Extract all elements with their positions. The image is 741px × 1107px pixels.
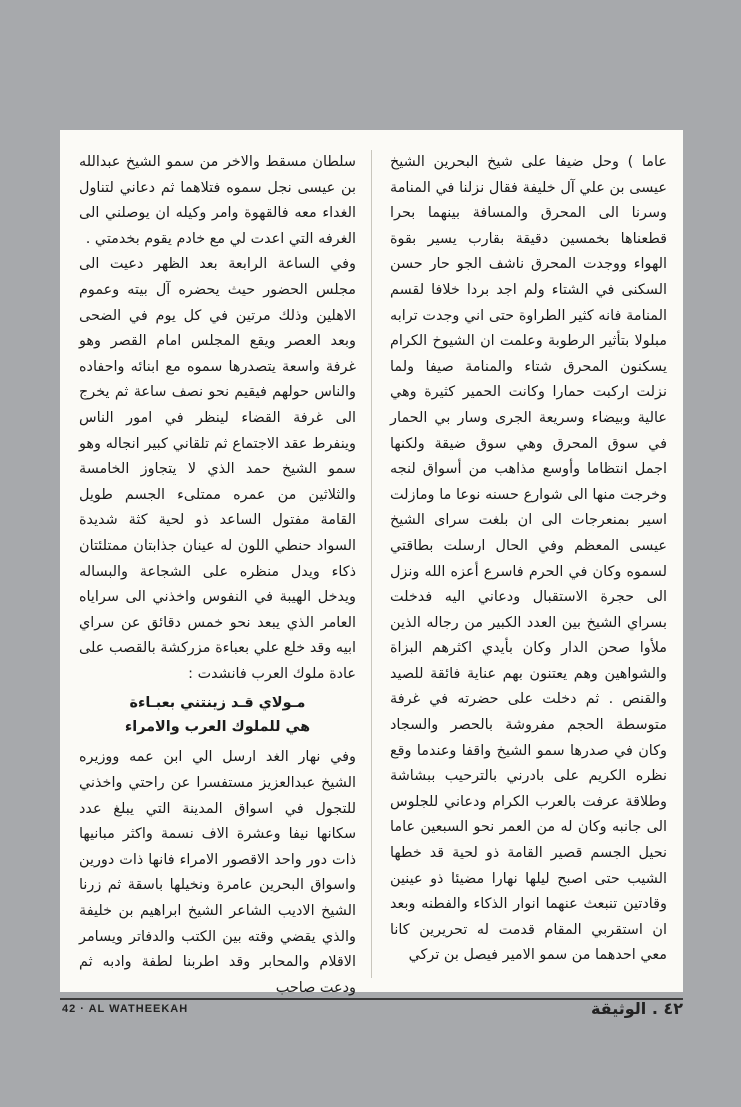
article-page (60, 130, 683, 996)
footer-rule (60, 998, 683, 1000)
paragraph: عاما ) وحل ضيفا على شيخ البحرين الشيخ عيسى بن علي آل خليفة فقال نزلنا في المنامة وسرنا الى المحرق والمسافة بينهما بحرا قطعناها بخمسين دقيقة بقارب يسير بقوة الهواء ووجدت المحرق ناشف الجو حار حسن السكنى في الشتاء ولم اجد بردا خلافا لقسم المنامة فانه كثير الطراوة حتى اني وجدت ترابه مبلولا بتأثير الرطوبة وعلمت ان الشيوخ الكرام يسكنون المحرق شتاء والمنامة صيفا ولما نزلت اركبت حمارا وكانت الحمير كثيرة وهي عالية وبيضاء وسريعة الجرى وسار بي الحمار في سوق المحرق وهي سوق ضيقة ولكنها اجمل انتظاما وأوسع مذاهب من أسواق لنجه وخرجت منها الى شوارع حسنه نوعا ما ومازلت اسير بمنعرجات الى ان بلغت سراى الشيخ عيسى المعظم وفي الحال ارسلت بطاقتي لسموه وكان في الحرم فاسرع أعزه الله ونزل الى حجرة الاستقبال ودعاني اليه فدخلت بسراي الشيخ بين العدد الكبير من رجاله الذين ملأوا صحن الدار وكان بأيدي اكثرهم البزاة والشواهين وهم يعتنون بهم عناية فائقة للصيد والقنص . ثم دخلت على حضرته في غرفة متوسطة الحجم مفروشة بالحصر والسجاد وكان في صدرها سمو الشيخ واقفا وعندما وقع نظره الكريم على بادرني بالترحيب ببشاشة وطلاقة عرفت بالعرب الكرام ودعاني للجلوس الى جانبه وكان له من العمر نحو السبعين عاما نحيل الجسم قصير القامة ذو لحية قد خطها الشيب حتى اصبح ليلها نهارا مضيئا ذو عينين وقادتين تنبعث عنهما انوار الذكاء والفطنه وبعد ان استقربي المقام قدمت له تحريرين كانا معي احدهما من سمو الامير فيصل بن تركي (390, 154, 667, 964)
paragraph: وفي نهار الغد ارسل الي ابن عمه ووزيره الشيخ عبدالعزيز مستفسرا عن راحتي واخذني للتجول في اسواق المدينة التي يبلغ عدد سكانها نيفا وعشرة الاف نسمة واكثر مبانيها ذات دور واحد الاقصور الامراء فانها ذات دورين واسواق البحرين عامرة ونخيلها باسقة ثم زرنا الشيخ الاديب الشاعر الشيخ ابراهيم بن خليفة والذي يقضي وقته بين الكتب والدفاتر ويسامر الاقلام والمحابر وقد اطربنا لطفة وادبه ثم ودعت صاحب (79, 749, 356, 996)
column-divider (371, 150, 372, 978)
poem-line: مـولاي قـد زينتني بعبـاءة (129, 695, 306, 712)
left-text-column (79, 150, 356, 996)
paragraph: وفي الساعة الرابعة بعد الظهر دعيت الى مجلس الحضور حيث يحضره آل بيته وعموم الاهلين وذلك مرتين في كل يوم في الضحى وبعد العصر ويقع المجلس امام القصر وهو غرفة واسعة يتصدرها سموه مع ابنائه واحفاده والناس حولهم فيقيم نحو نصف ساعة ثم يخرج الى غرفة القضاء لينظر في امور الناس وينفرط عقد الاجتماع ثم تلقاني كبير انجاله وهو سمو الشيخ حمد الذي لا يتجاوز الخامسة والثلاثين من عمره ممتلىء الجسم طويل القامة مفتول الساعد ذو لحية كثة شديدة السواد حنطي اللون له عينان جذابتان ممتلئتان ذكاء ويدل منظره على الشجاعة والبساله ويدخل الهيبة في النفوس واخذني الى سراياه العامر الذي يبعد نحو خمس دقائق عن سراي ابيه وقد خلع علي بعباءة مزركشة بالقصب على عادة ملوك العرب فانشدت : (79, 256, 356, 682)
footer-page-number-english: 42 · AL WATHEEKAH (62, 1003, 189, 1015)
poem-verse (79, 691, 356, 739)
right-text-column (390, 150, 667, 978)
footer-page-number-arabic: ٤٢ . الوثيقة (590, 999, 683, 1018)
paragraph: سلطان مسقط والاخر من سمو الشيخ عبدالله بن عيسى نجل سموه فتلاهما ثم دعاني لتناول الغداء معه فالقهوة وامر وكيله ان يوصلني الى الغرفه التي اعدت لي مع خادم يقوم بخدمتي . (79, 154, 356, 247)
poem-line: هي للملوك العرب والامراء (124, 719, 311, 736)
